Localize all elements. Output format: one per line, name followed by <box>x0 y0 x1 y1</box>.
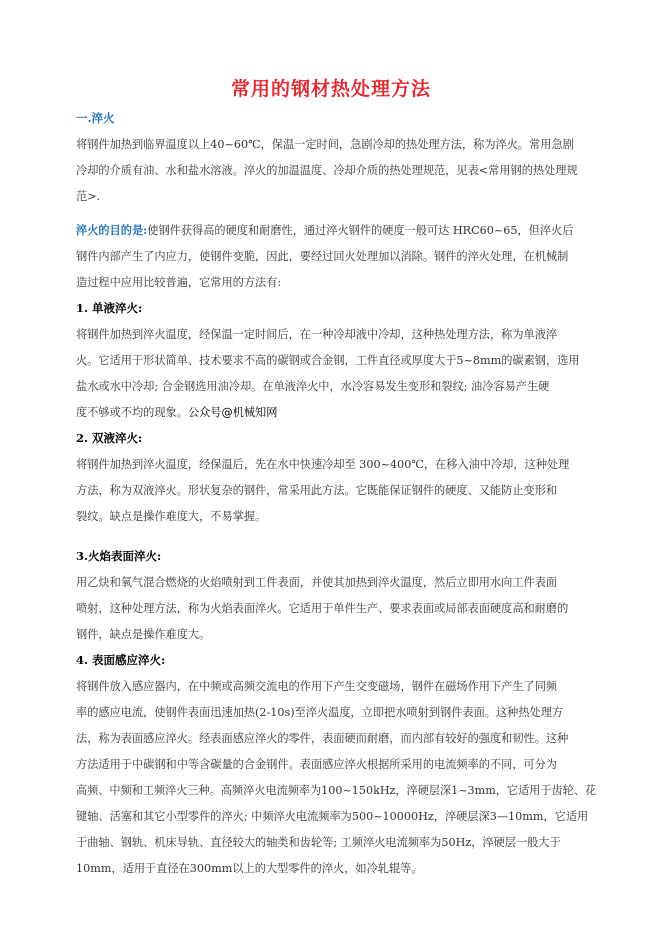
purpose-lead: 淬火的目的是: <box>76 223 148 237</box>
subheading-double-liquid: 2. 双液淬火: <box>76 431 143 445</box>
paragraph-line: 冷却的介质有油、水和盐水溶液。淬火的加温温度、冷却介质的热处理规范，见表<常用钢的热处理规 <box>76 164 578 177</box>
subheading-induction-surface: 4. 表面感应淬火: <box>76 653 166 667</box>
paragraph-line: 率的感应电流，使钢件表面迅速加热(2-10s)至淬火温度，立即把水喷射到钢件表面。这种热处理方 <box>76 706 564 719</box>
paragraph-line: 于曲轴、钢轨、机床导轨、直径较大的轴类和齿轮等; 工频淬火电流频率为50Hz，淬硬层一般大于 <box>76 836 561 849</box>
paragraph-line: 高频、中频和工频淬火三种。高频淬火电流频率为100~150kHz，淬硬层深1~3mm，它适用于齿轮、花 <box>76 784 597 797</box>
paragraph-line: 10mm，适用于直径在300mm以上的大型零件的淬火，如冷轧辊等。 <box>76 862 423 875</box>
paragraph-line: 造过程中应用比较普遍，它常用的方法有: <box>76 276 282 289</box>
paragraph-line: 方法，称为双液淬火。形状复杂的钢件，常采用此方法。它既能保证钢件的硬度、又能防止变形和 <box>76 484 558 497</box>
purpose-paragraph-line <box>76 222 596 238</box>
paragraph-line: 将钢件加热到淬火温度，经保温一定时间后，在一种冷却液中冷却，这种热处理方法，称为单液淬 <box>76 328 558 341</box>
purpose-text: 使钢件获得高的硬度和耐磨性，通过淬火钢件的硬度一般可达 HRC60~65，但淬火后 <box>147 224 574 237</box>
section-heading-quenching: 一.淬火 <box>76 111 115 125</box>
paragraph-line: 用乙炔和氧气混合燃烧的火焰喷射到工件表面，并使其加热到淬火温度，然后立即用水向工件表面 <box>76 576 558 589</box>
paragraph-line: 方法适用于中碳钢和中等含碳量的合金钢件。表面感应淬火根据所采用的电流频率的不同，可分为 <box>76 758 558 771</box>
paragraph-line: 钢件，缺点是操作难度大。 <box>76 628 211 641</box>
paragraph-line: 裂纹。缺点是操作难度大，不易掌握。 <box>76 510 267 523</box>
paragraph-line: 钢件内部产生了内应力，使钢件变脆，因此，要经过回火处理加以消除。钢件的淬火处理，在机械制 <box>76 250 569 263</box>
paragraph-line: 将钢件放入感应器内，在中频或高频交流电的作用下产生交变磁场，钢件在磁场作用下产生了同频 <box>76 680 558 693</box>
account-note: 公众号@机械知网 <box>187 406 278 419</box>
subheading-single-liquid: 1. 单液淬火: <box>76 301 143 315</box>
paragraph-line: 喷射，这种处理方法，称为火焰表面淬火。它适用于单件生产、要求表面或局部表面硬度高和耐磨的 <box>76 602 569 615</box>
paragraph-line <box>76 404 596 420</box>
paragraph-line: 将钢件加热到临界温度以上40~60℃，保温一定时间，急剧冷却的热处理方法，称为淬火。常用急剧 <box>76 138 574 151</box>
paragraph-line: 将钢件加热到淬火温度，经保温后，先在水中快速冷却至 300~400℃，在移入油中冷却，这种处理 <box>76 458 570 471</box>
paragraph-line: 键轴、活塞和其它小型零件的淬火; 中频淬火电流频率为500~10000Hz，淬硬层深3—10mm，它适用 <box>76 810 589 823</box>
paragraph-text: 度不够或不均的现象。 <box>76 406 188 419</box>
paragraph-line: 法，称为表面感应淬火。经表面感应淬火的零件，表面硬而耐磨，而内部有较好的强度和韧性。这种 <box>76 732 569 745</box>
subheading-flame-surface: 3.火焰表面淬火: <box>76 549 162 563</box>
document-title: 常用的钢材热处理方法 <box>230 78 431 100</box>
paragraph-line: 火。它适用于形状简单、技术要求不高的碳钢或合金钢，工件直径或厚度大于5~8mm的碳素钢，选用 <box>76 354 580 367</box>
paragraph-line: 范>. <box>76 190 101 203</box>
paragraph-line: 盐水或水中冷却; 合金钢选用油冷却。在单液淬火中，水冷容易发生变形和裂纹; 油冷容易产生硬 <box>76 380 550 393</box>
